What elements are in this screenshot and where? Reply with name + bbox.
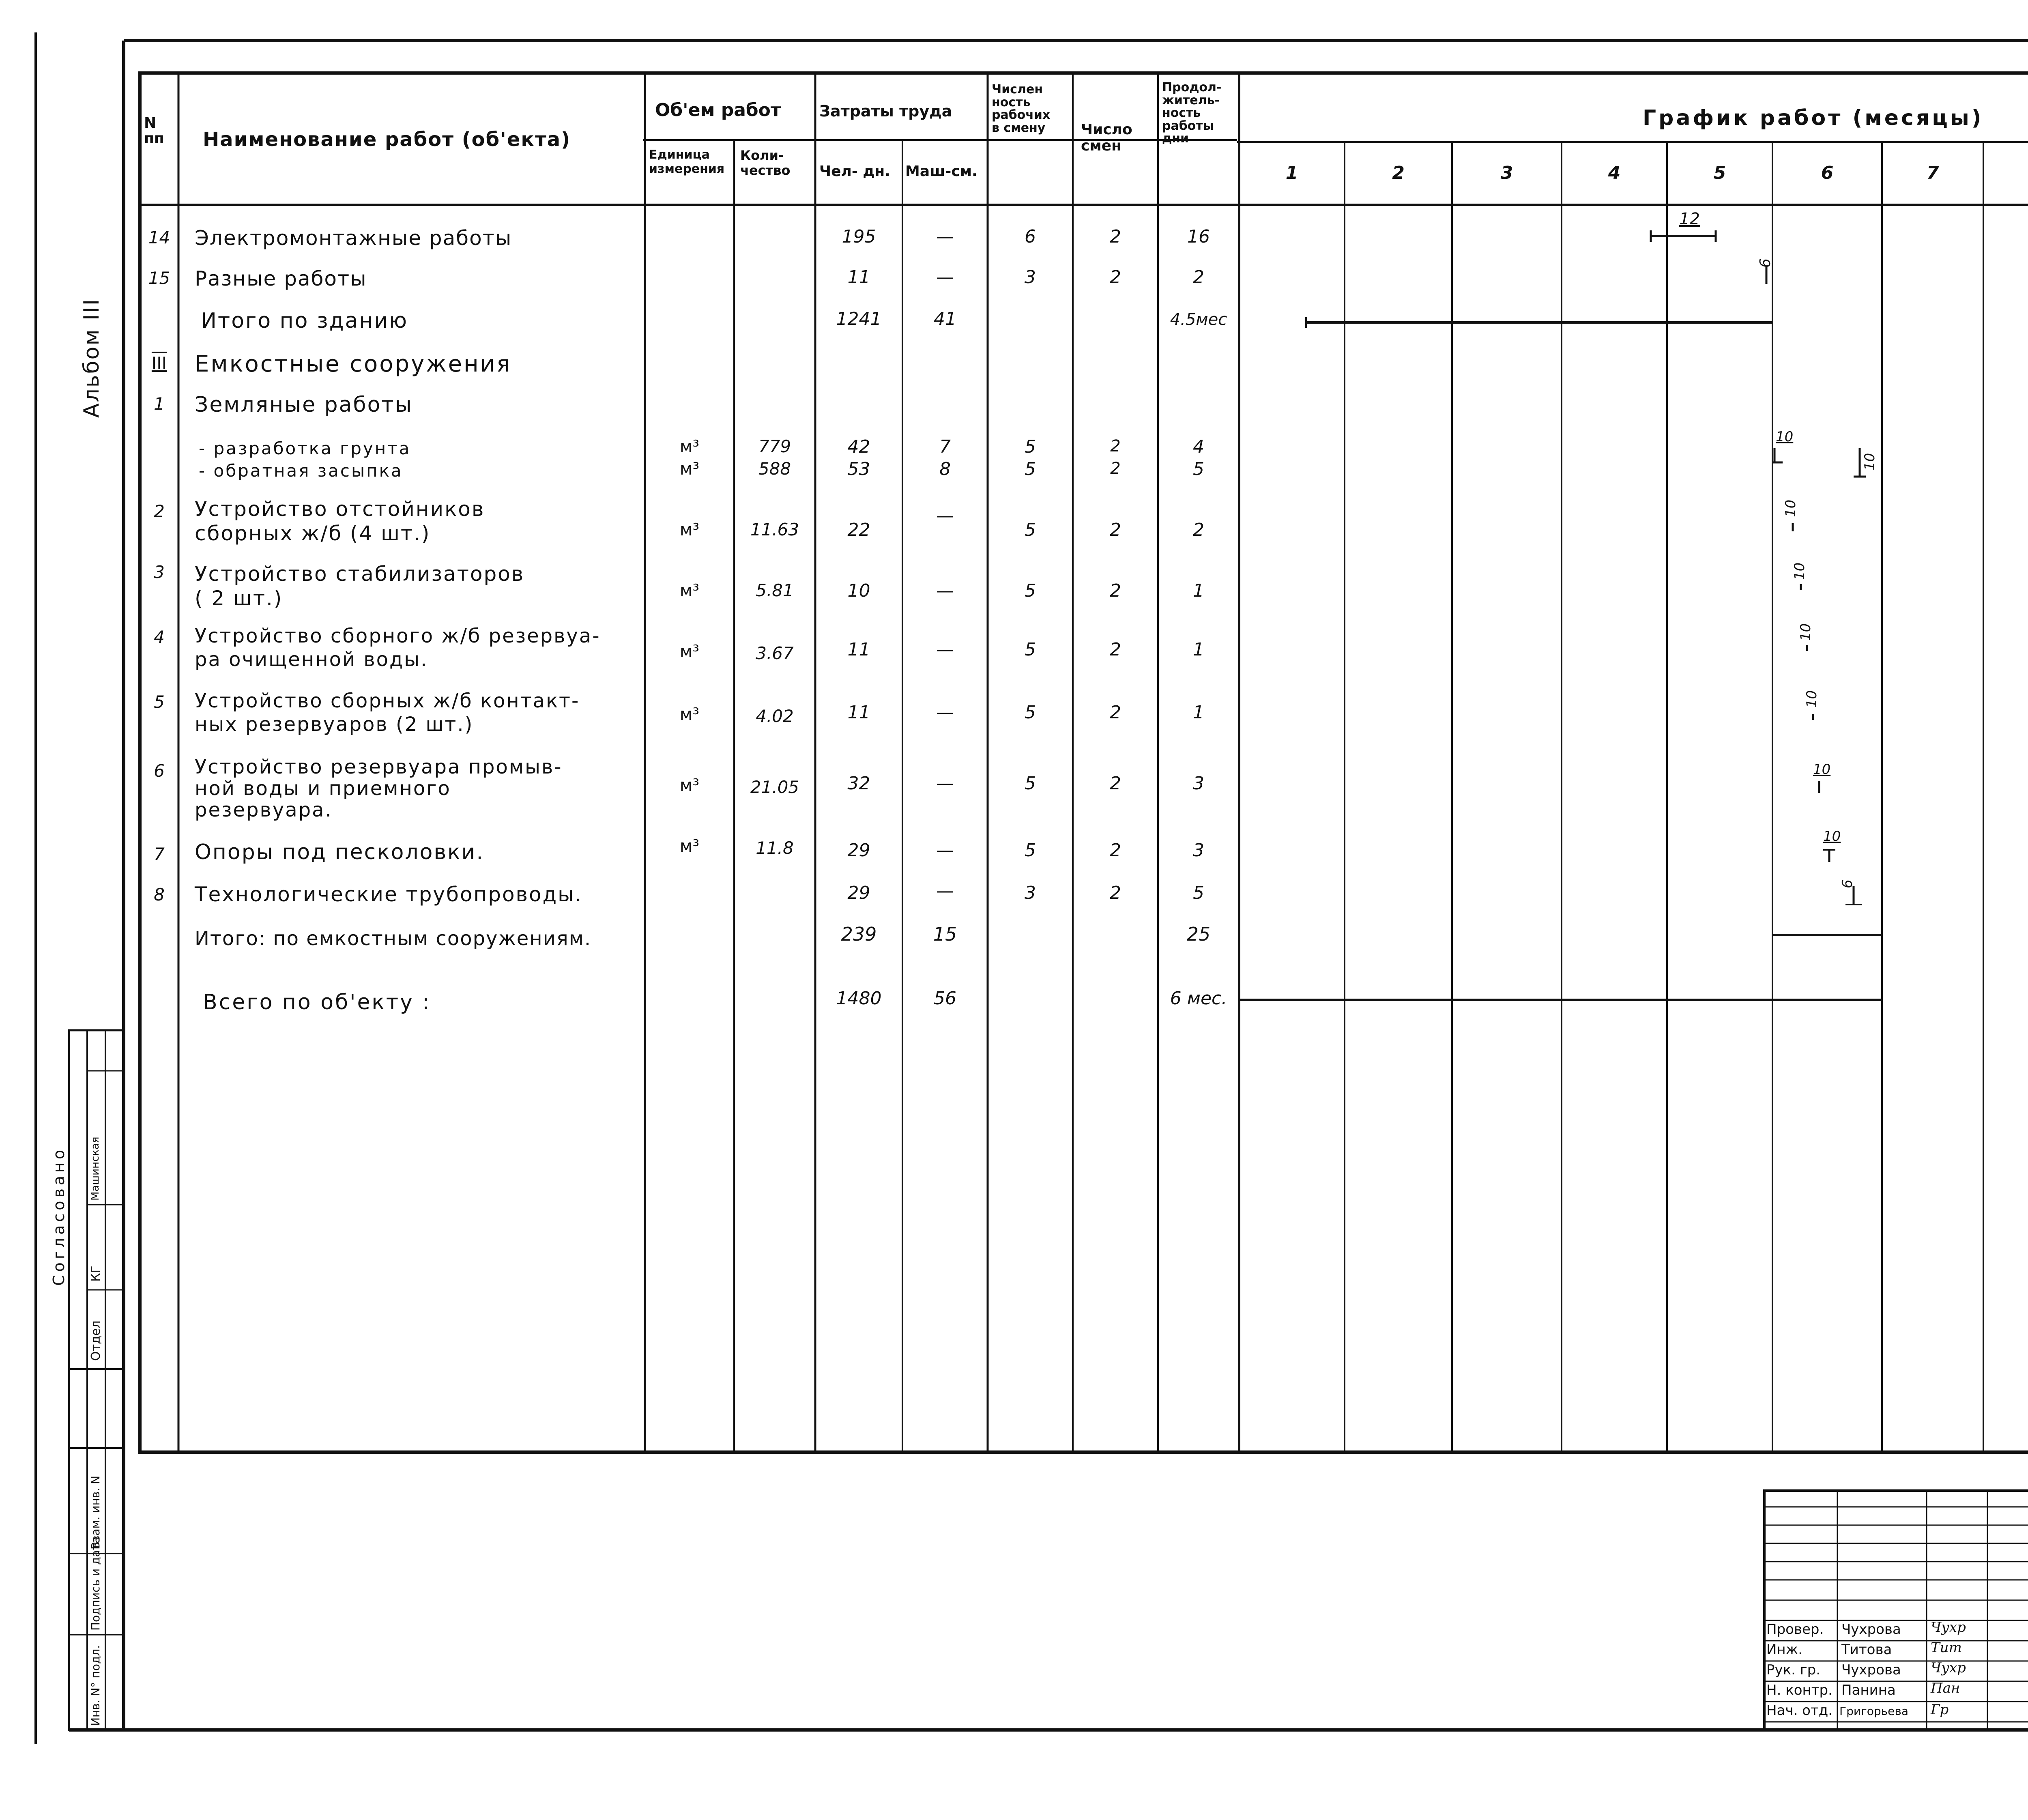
row-man-days: 10 — [847, 580, 870, 601]
row-quantity: 4.02 — [756, 706, 794, 726]
col-header-schedule: График работ (месяцы) — [1643, 106, 1984, 130]
row-machine-shifts: — — [936, 505, 954, 526]
row-shifts: 2 — [1110, 773, 1121, 794]
row-duration: 25 — [1186, 923, 1211, 945]
row-number: 3 — [154, 562, 165, 582]
row-shifts: 2 — [1110, 459, 1121, 478]
signature-5: Гр — [1931, 1702, 1949, 1718]
row-quantity: 11.8 — [756, 838, 794, 858]
row-quantity: 3.67 — [756, 643, 794, 663]
col-header-volume: Об'ем работ — [655, 100, 781, 120]
name-checked: Чухрова — [1841, 1621, 1901, 1637]
signature-3: Чухр — [1931, 1660, 1966, 1676]
row-man-days: 11 — [847, 639, 870, 660]
row-workers: 5 — [1025, 840, 1036, 861]
row-work-name: Устройство сборных ж/б контакт- ных резервуаров (2 шт.) — [195, 690, 580, 736]
name-dept-head: Григорьева — [1839, 1704, 1909, 1718]
signature-4: Пан — [1931, 1680, 1960, 1696]
row-shifts: 2 — [1110, 520, 1121, 540]
row-machine-shifts: 8 — [939, 459, 951, 479]
row-shifts: 2 — [1110, 883, 1121, 903]
row-quantity: 779 — [758, 436, 791, 456]
row-workers: 5 — [1025, 520, 1036, 540]
row-man-days: 195 — [842, 226, 876, 247]
gantt-label-item-7: 10 — [1823, 828, 1841, 844]
row-number: 14 — [148, 228, 170, 247]
row-shifts: 2 — [1110, 702, 1121, 723]
month-4: 4 — [1608, 163, 1621, 183]
gantt-label-excavation: 10 — [1776, 429, 1794, 445]
row-machine-shifts: — — [936, 840, 954, 861]
row-workers: 5 — [1025, 459, 1036, 479]
row-man-days: 29 — [847, 883, 870, 903]
row-machine-shifts: — — [936, 580, 954, 601]
row-work-name: Технологические трубопроводы. — [195, 883, 583, 906]
name-engineer: Титова — [1841, 1642, 1892, 1658]
row-number: 15 — [148, 268, 170, 288]
row-work-name: - обратная засыпка — [199, 461, 403, 481]
row-work-name: Устройство стабилизаторов ( 2 шт.) — [195, 562, 525, 610]
row-shifts: 2 — [1110, 226, 1121, 247]
row-machine-shifts: 56 — [934, 988, 956, 1009]
gantt-label-item-6: 10 — [1813, 761, 1831, 778]
month-1: 1 — [1285, 163, 1298, 183]
row-work-name: - разработка грунта — [199, 438, 411, 458]
row-number: 8 — [154, 885, 165, 905]
row-quantity: 588 — [758, 459, 791, 479]
row-number: 2 — [154, 501, 165, 521]
row-workers: 3 — [1025, 883, 1036, 903]
row-man-days: 22 — [847, 520, 870, 540]
col-header-labor-man-days: Чел- дн. — [819, 163, 890, 180]
row-machine-shifts: — — [936, 226, 954, 247]
col-header-duration: Продол- житель- ность работы дни — [1162, 80, 1222, 146]
mashinskaya-label: Машинская — [89, 1137, 101, 1201]
row-duration: 1 — [1193, 702, 1204, 723]
row-machine-shifts: 41 — [934, 309, 956, 329]
col-header-shifts: Число смен — [1081, 121, 1132, 154]
row-machine-shifts: — — [936, 639, 954, 660]
row-unit: м³ — [679, 775, 700, 795]
row-number: 7 — [154, 844, 165, 864]
row-man-days: 32 — [847, 773, 870, 794]
row-machine-shifts: 7 — [939, 436, 951, 457]
month-8 — [1983, 164, 2028, 182]
row-unit: м³ — [679, 704, 700, 724]
row-work-name: Устройство сборного ж/б резервуа- ра очищенной воды. — [195, 625, 601, 671]
row-work-name: Земляные работы — [195, 393, 413, 417]
inv-original-label: Инв. N° подл. — [89, 1645, 102, 1726]
row-man-days: 1480 — [836, 988, 882, 1009]
gantt-label-item-2: 10 — [1783, 499, 1799, 517]
month-6: 6 — [1821, 163, 1834, 183]
row-workers: 5 — [1025, 580, 1036, 601]
row-unit: м³ — [679, 641, 700, 661]
row-work-name: Емкостные сооружения — [195, 351, 512, 377]
row-number: 4 — [154, 627, 165, 647]
row-duration: 2 — [1193, 520, 1204, 540]
row-duration: 1 — [1193, 580, 1204, 601]
col-header-work-name: Наименование работ (об'екта) — [203, 128, 571, 151]
row-duration: 5 — [1193, 459, 1204, 479]
row-number: 1 — [154, 394, 165, 414]
row-quantity: 11.63 — [750, 520, 799, 539]
month-3: 3 — [1500, 163, 1513, 183]
row-unit: м³ — [679, 520, 700, 539]
row-shifts: 2 — [1110, 437, 1121, 456]
row-man-days: 11 — [847, 702, 870, 723]
row-work-name: Опоры под песколовки. — [195, 840, 484, 864]
signature-1: Чухр — [1931, 1619, 1966, 1635]
row-machine-shifts: — — [936, 702, 954, 723]
row-duration: 4.5мес — [1170, 310, 1227, 329]
row-duration: 4 — [1193, 436, 1204, 457]
name-group-lead: Чухрова — [1841, 1662, 1901, 1678]
gantt-label-misc: 6 — [1757, 258, 1774, 268]
row-shifts: 2 — [1110, 639, 1121, 660]
name-norm-control: Панина — [1841, 1682, 1896, 1698]
gantt-label-backfill: 10 — [1862, 453, 1878, 471]
gantt-label-electro: 12 — [1679, 210, 1700, 228]
row-man-days: 42 — [847, 436, 870, 457]
row-duration: 3 — [1193, 840, 1204, 861]
row-duration: 5 — [1193, 883, 1204, 903]
row-work-name: Устройство отстойников сборных ж/б (4 шт.) — [195, 497, 485, 545]
role-group-lead: Рук. гр. — [1766, 1662, 1821, 1678]
row-work-name: Устройство резервуара промыв- ной воды и приемного резервуара. — [195, 756, 563, 821]
row-number: III — [151, 353, 167, 373]
dept-label: Отдел — [89, 1320, 103, 1361]
role-norm-control: Н. контр. — [1766, 1682, 1833, 1698]
row-workers: 5 — [1025, 639, 1036, 660]
gantt-label-item-3: 10 — [1792, 562, 1808, 580]
row-man-days: 1241 — [836, 309, 882, 329]
row-unit: м³ — [679, 436, 700, 456]
row-man-days: 11 — [847, 267, 870, 288]
row-man-days: 29 — [847, 840, 870, 861]
row-machine-shifts: — — [936, 267, 954, 288]
row-duration: 1 — [1193, 639, 1204, 660]
month-2: 2 — [1392, 163, 1405, 183]
row-work-name: Всего по об'екту : — [203, 990, 431, 1014]
role-dept-head: Нач. отд. — [1766, 1702, 1833, 1719]
album-label: Альбом III — [79, 298, 104, 418]
row-quantity: 5.81 — [756, 580, 794, 600]
sign-date-label: Подпись и дата — [89, 1536, 102, 1631]
agreed-label: Согласовано — [50, 1146, 68, 1286]
col-header-workers: Числен ность рабочих в смену — [992, 82, 1051, 135]
col-header-labor-machine-shifts: Маш-см. — [905, 163, 977, 180]
row-unit: м³ — [679, 836, 700, 856]
row-machine-shifts: — — [936, 881, 954, 901]
row-work-name: Итого: по емкостным сооружениям. — [195, 927, 592, 950]
gantt-label-item-5: 10 — [1804, 690, 1820, 708]
row-shifts: 2 — [1110, 267, 1121, 288]
row-workers: 5 — [1025, 773, 1036, 794]
row-shifts: 2 — [1110, 840, 1121, 861]
kg-label: КГ — [89, 1266, 103, 1282]
row-work-name: Разные работы — [195, 267, 367, 290]
row-duration: 3 — [1193, 773, 1204, 794]
role-engineer: Инж. — [1766, 1642, 1803, 1658]
row-duration: 16 — [1187, 226, 1210, 247]
row-machine-shifts: 15 — [933, 923, 957, 945]
gantt-label-item-4: 10 — [1798, 623, 1814, 641]
row-number: 5 — [154, 692, 165, 712]
row-unit: м³ — [679, 459, 700, 479]
row-work-name: Электромонтажные работы — [195, 226, 512, 250]
col-header-volume-unit: Единица измерения — [649, 148, 725, 176]
signature-2: Тит — [1931, 1640, 1962, 1656]
row-machine-shifts: — — [936, 773, 954, 794]
row-duration: 2 — [1193, 267, 1204, 288]
row-unit: м³ — [679, 580, 700, 600]
row-workers: 6 — [1025, 226, 1036, 247]
row-workers: 3 — [1025, 267, 1036, 288]
row-number: 6 — [154, 761, 165, 781]
row-workers: 5 — [1025, 436, 1036, 457]
row-workers: 5 — [1025, 702, 1036, 723]
col-header-number: N пп — [144, 115, 164, 147]
row-shifts: 2 — [1110, 580, 1121, 601]
row-man-days: 53 — [847, 459, 870, 479]
month-5: 5 — [1713, 163, 1726, 183]
row-work-name: Итого по зданию — [201, 309, 408, 333]
replace-inv-label: Взам. инв. N — [89, 1476, 102, 1549]
col-header-labor: Затраты труда — [819, 102, 952, 120]
row-duration: 6 мес. — [1170, 988, 1227, 1009]
col-header-volume-qty: Коли- чество — [740, 148, 791, 178]
role-checked: Провер. — [1766, 1621, 1824, 1637]
gantt-label-item-8: 6 — [1839, 879, 1856, 888]
row-quantity: 21.05 — [750, 777, 799, 797]
month-7: 7 — [1926, 163, 1939, 183]
row-man-days: 239 — [841, 923, 877, 945]
